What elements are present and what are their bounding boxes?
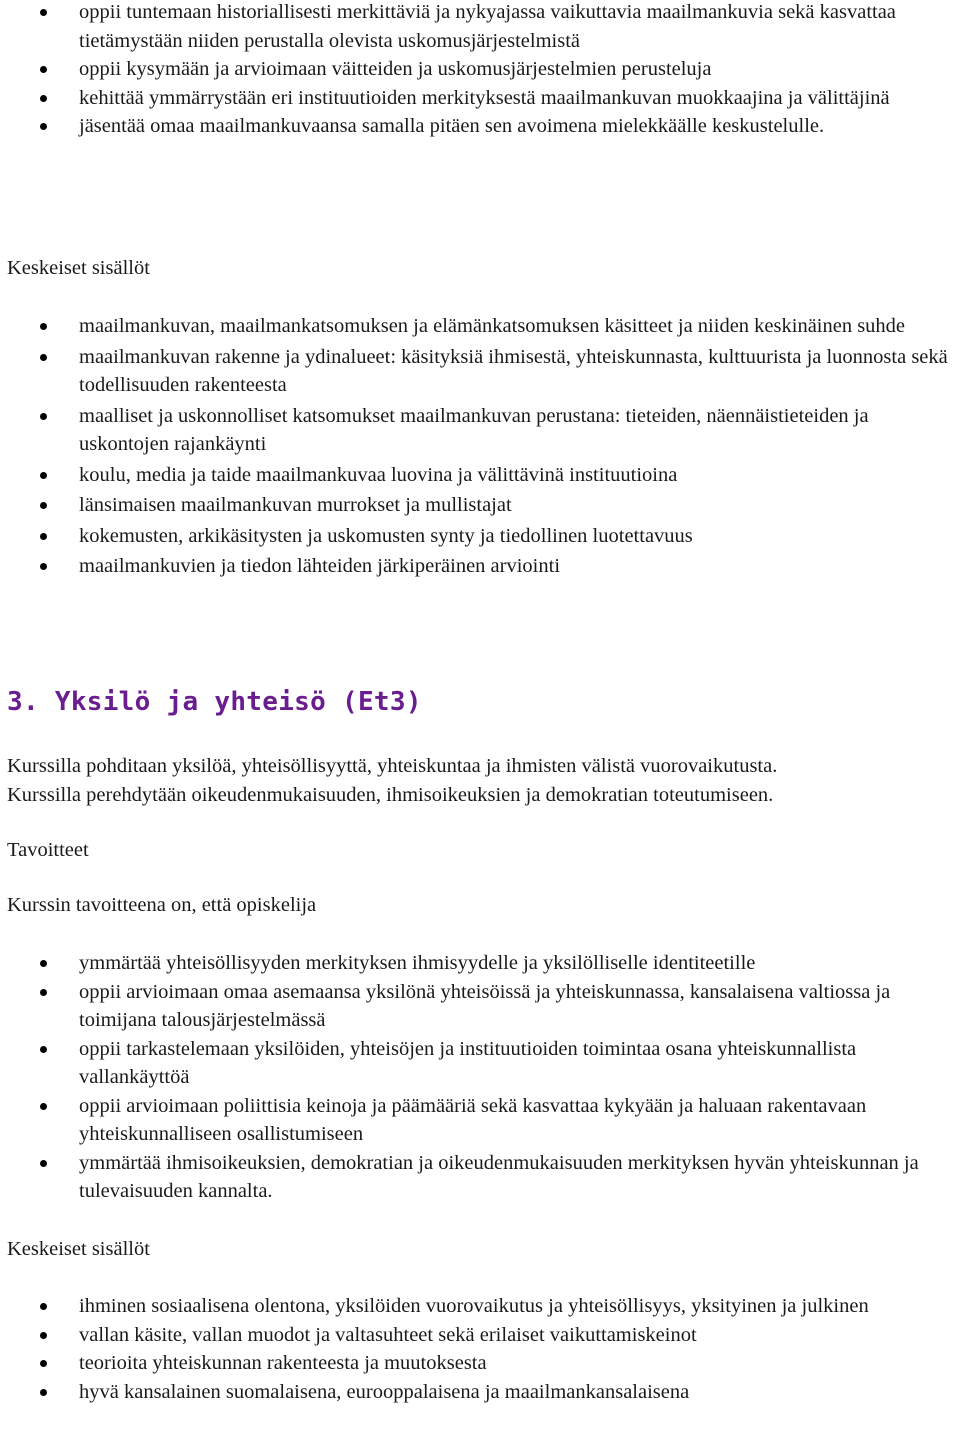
list-item-text: vallan käsite, vallan muodot ja valtasuhteet sekä erilaiset vaikuttamiskeinot bbox=[79, 1323, 697, 1346]
list-item bbox=[0, 978, 960, 1035]
list-item-text: ymmärtää ihmisoikeuksien, demokratian ja oikeudenmukaisuuden merkityksen hyvän yhteiskunnan ja tulevaisuuden kannalta. bbox=[79, 1151, 919, 1202]
bullet-icon bbox=[40, 1332, 47, 1339]
intro-line-2: Kurssilla perehdytään oikeudenmukaisuuden, ihmisoikeuksien ja demokratian toteutumiseen. bbox=[7, 783, 774, 806]
bullet-icon bbox=[40, 9, 47, 16]
bullet-icon bbox=[40, 1046, 47, 1053]
list-item-text: maailmankuvan, maailmankatsomuksen ja elämänkatsomuksen käsitteet ja niiden keskinäinen suhde bbox=[79, 315, 906, 337]
list-item-text: jäsentää omaa maailmankuvaansa samalla pitäen sen avoimena mielekkäälle keskustelulle. bbox=[79, 115, 825, 137]
goals-list bbox=[0, 949, 960, 1206]
bullet-icon bbox=[40, 123, 47, 130]
section-intro bbox=[7, 752, 956, 809]
bullet-icon bbox=[40, 1303, 47, 1310]
list-item bbox=[0, 84, 960, 113]
bullet-icon bbox=[40, 413, 47, 420]
bullet-icon bbox=[40, 1160, 47, 1167]
goals-lead: Kurssin tavoitteena on, että opiskelija bbox=[7, 894, 317, 916]
list-item bbox=[0, 1149, 960, 1206]
contents-heading-2: Keskeiset sisällöt bbox=[7, 1238, 150, 1260]
list-item bbox=[0, 1092, 960, 1149]
list-item-text: maailmankuvien ja tiedon lähteiden järkiperäinen arviointi bbox=[79, 555, 561, 577]
list-item bbox=[0, 949, 960, 978]
list-item bbox=[0, 1292, 960, 1321]
list-item-text: oppii kysymään ja arvioimaan väitteiden ja uskomusjärjestelmien perusteluja bbox=[79, 58, 712, 80]
bullet-icon bbox=[40, 1360, 47, 1367]
list-item-text: oppii tarkastelemaan yksilöiden, yhteisöjen ja instituutioiden toimintaa osana yhteiskunnallista vallankäyttöä bbox=[79, 1037, 857, 1088]
list-item bbox=[0, 312, 960, 341]
bullet-icon bbox=[40, 472, 47, 479]
list-item bbox=[0, 461, 960, 490]
bullet-icon bbox=[40, 95, 47, 102]
bullet-icon bbox=[40, 563, 47, 570]
bullet-icon bbox=[40, 989, 47, 996]
bullet-icon bbox=[40, 323, 47, 330]
contents-heading-1: Keskeiset sisällöt bbox=[7, 257, 150, 279]
list-item bbox=[0, 402, 960, 459]
list-item bbox=[0, 1321, 960, 1350]
bullet-icon bbox=[40, 1103, 47, 1110]
list-item-text: koulu, media ja taide maailmankuvaa luovina ja välittävinä instituutioina bbox=[79, 463, 678, 486]
list-item-text: oppii tuntemaan historiallisesti merkittäviä ja nykyajassa vaikuttavia maailmankuvia sekä kasvattaa tietämystään niiden perustalla olevista uskomusjärjestelmistä bbox=[79, 1, 896, 52]
list-item-text: teorioita yhteiskunnan rakenteesta ja muutoksesta bbox=[79, 1352, 487, 1374]
list-item-text: oppii arvioimaan omaa asemaansa yksilönä yhteisöissä ja yhteiskunnassa, kansalaisena valtiossa ja toimijana talousjärjestelmässä bbox=[79, 980, 891, 1031]
list-item bbox=[0, 1378, 960, 1407]
list-item bbox=[0, 112, 960, 141]
intro-line-1: Kurssilla pohditaan yksilöä, yhteisöllisyyttä, yhteiskuntaa ja ihmisten välistä vuorovaikutusta. bbox=[7, 755, 778, 777]
goals-heading: Tavoitteet bbox=[7, 839, 89, 861]
bullet-icon bbox=[40, 502, 47, 509]
section-title: 3. Yksilö ja yhteisö (Et3) bbox=[7, 687, 422, 717]
bullet-icon bbox=[40, 354, 47, 361]
list-item bbox=[0, 1035, 960, 1092]
goals-list-block bbox=[0, 949, 960, 1206]
list-item-text: länsimaisen maailmankuvan murrokset ja mullistajat bbox=[79, 494, 512, 516]
top-goals-list-block bbox=[0, 0, 960, 141]
list-item bbox=[0, 55, 960, 84]
list-item-text: hyvä kansalainen suomalaisena, eurooppalaisena ja maailmankansalaisena bbox=[79, 1380, 690, 1403]
contents-list-1 bbox=[0, 312, 960, 581]
contents-list-2 bbox=[0, 1292, 960, 1406]
list-item bbox=[0, 522, 960, 551]
list-item-text: maalliset ja uskonnolliset katsomukset maailmankuvan perustana: tieteiden, näennäistieteiden ja uskontojen rajankäynti bbox=[79, 404, 869, 455]
list-item bbox=[0, 1349, 960, 1378]
top-goals-list bbox=[0, 0, 960, 141]
list-item-text: kehittää ymmärrystään eri instituutioiden merkityksestä maailmankuvan muokkaajina ja välittäjinä bbox=[79, 86, 890, 109]
list-item-text: kokemusten, arkikäsitysten ja uskomusten synty ja tiedollinen luotettavuus bbox=[79, 524, 693, 547]
list-item-text: oppii arvioimaan poliittisia keinoja ja päämääriä sekä kasvattaa kykyään ja haluaan rakentavaan yhteiskunnalliseen osallistumiseen bbox=[79, 1094, 867, 1145]
bullet-icon bbox=[40, 960, 47, 967]
list-item bbox=[0, 0, 960, 55]
contents-list-2-block bbox=[0, 1292, 960, 1406]
list-item bbox=[0, 552, 960, 581]
contents-list-1-block bbox=[0, 312, 960, 581]
list-item-text: maailmankuvan rakenne ja ydinalueet: käsityksiä ihmisestä, yhteiskunnasta, kulttuurista ja luonnosta sekä todellisuuden rakenteesta bbox=[79, 345, 948, 396]
list-item bbox=[0, 491, 960, 520]
bullet-icon bbox=[40, 66, 47, 73]
list-item bbox=[0, 343, 960, 400]
list-item-text: ihminen sosiaalisena olentona, yksilöiden vuorovaikutus ja yhteisöllisyys, yksityinen ja julkinen bbox=[79, 1295, 869, 1317]
list-item-text: ymmärtää yhteisöllisyyden merkityksen ihmisyydelle ja yksilölliselle identiteetille bbox=[79, 952, 756, 974]
bullet-icon bbox=[40, 533, 47, 540]
bullet-icon bbox=[40, 1389, 47, 1396]
